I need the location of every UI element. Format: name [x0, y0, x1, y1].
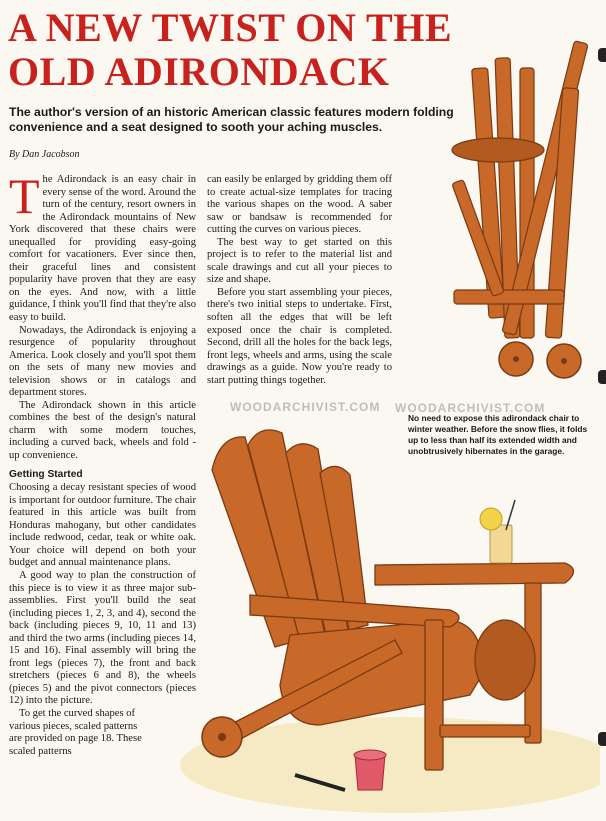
paragraph: The Adirondack shown in this article combines the best of the design's natural charm with some modern touches, including a curved back, wheels and fold -up convenience.: [9, 399, 196, 462]
article-title: [8, 6, 478, 94]
photo-caption: No need to expose this adirondack chair to winter weather. Before the snow flies, it folds up to less than half its extended width and unobtrusively hibernates in the garage.: [408, 413, 588, 456]
drop-cap: T: [9, 168, 40, 224]
paragraph: Nowadays, the Adirondack is enjoying a resurgence of popularity throughout America. Look closely and you'll spot them on the sets of many new movies and television shows or in catalogs and department stores.: [9, 324, 196, 399]
paragraph: Choosing a decay resistant species of wood is important for outdoor furniture. The chair featured in this article was built from Honduras mahogany, but other candidates include redwood, cedar, teak or white oak. Your choice will depend on both your budget and annual maintenance plans.: [9, 482, 196, 569]
paragraph: can easily be enlarged by gridding them off to create actual-size templates for tracing the various shapes on the wood. A saber saw or bandsaw is recommended for cutting the curves on various pieces.: [207, 174, 392, 236]
edge-tab: [598, 370, 606, 384]
paragraph-text: he Adirondack is an easy chair in every sense of the word. Around the turn of the century, resort owners in the Adirondack mountains of New York discovered that these chairs were unequalled for providing easy-going comfort for vacationers. Ever since then, their graceful lines and consistent popularity have proven that they are easy on the eyes. And now, with a little guidance, I think you'll find that they're also easy to build.: [9, 174, 196, 324]
paragraph: Before you start assembling your pieces, there's two initial steps to undertake. First, soften all the edges that will be left exposed once the chair is completed. Second, drill all the holes for the back legs, front legs, wheels and arms, using the scale drawings as a guide. Now you're ready to start putting things together.: [207, 286, 392, 386]
watermark: WOODARCHIVIST.COM: [230, 400, 381, 414]
folded-chair-photo: [436, 28, 601, 388]
body-column-2: [207, 174, 392, 387]
watermark: WOODARCHIVIST.COM: [395, 401, 546, 415]
paragraph: To get the curved shapes of various pieces, scaled patterns are provided on page 18. These scaled patterns: [9, 707, 142, 757]
intro-paragraph: [9, 168, 196, 325]
edge-tab: [598, 48, 606, 62]
section-heading: Getting Started: [9, 468, 83, 480]
title-line-1: A NEW TWIST ON THE: [8, 5, 452, 50]
paragraph: A good way to plan the construction of this piece is to view it as three major sub-assemblies. First you'll build the seat (including pieces 1, 2, 3, and 4), second the back (including pieces 9, 10, 11 and 13) and third the two arms (including pieces 14, 15 and 16). Final assembly will bring the front legs (pieces 7), the front and back stretchers (pieces 6 and 8), the wheels (pieces 5) and the pivot connectors (pieces 12) into the picture.: [9, 569, 196, 707]
article-subtitle: The author's version of an historic American classic features modern folding convenience and a seat designed to sooth your aching muscles.: [9, 105, 454, 134]
edge-tab: [598, 732, 606, 746]
byline: By Dan Jacobson: [9, 149, 80, 160]
paragraph: The best way to get started on this project is to refer to the material list and scale drawings and cut all your pieces to size and shape.: [207, 236, 392, 286]
adirondack-chair-photo: [150, 425, 600, 817]
title-line-2: OLD ADIRONDACK: [8, 49, 390, 94]
